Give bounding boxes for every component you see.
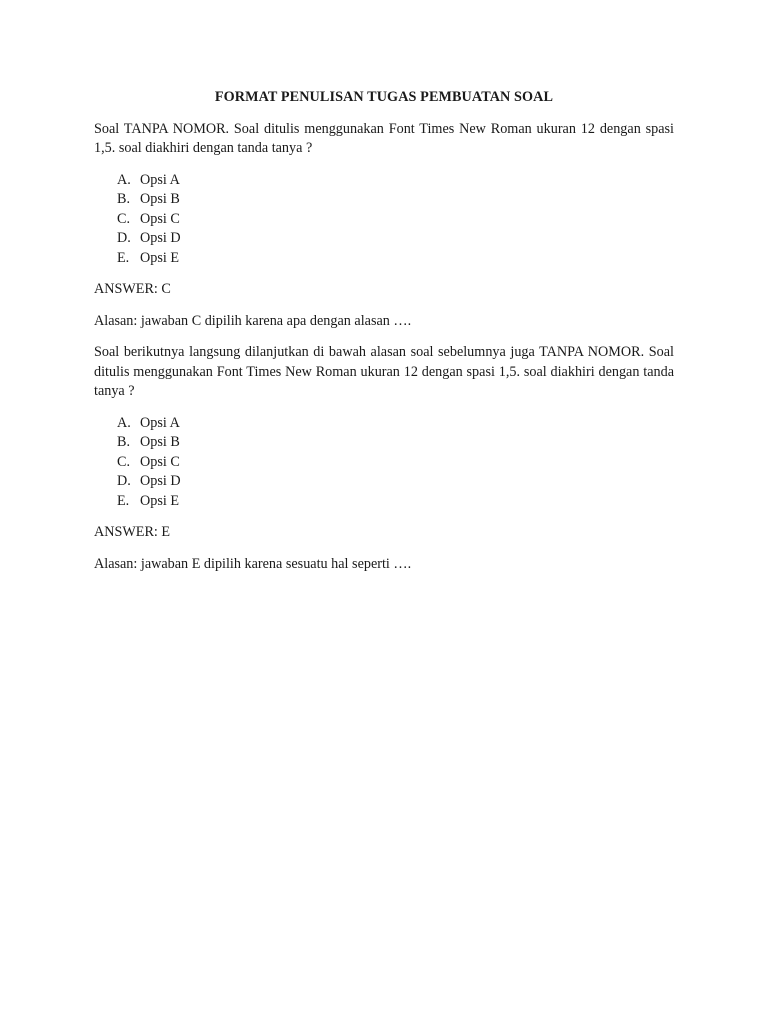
- option-text: Opsi A: [140, 171, 180, 188]
- reason-line: Alasan: jawaban E dipilih karena sesuatu hal seperti ….: [94, 555, 412, 572]
- option-text: Opsi C: [140, 210, 180, 227]
- question-text: Soal berikutnya langsung dilanjutkan di bawah alasan soal sebelumnya juga TANPA NOMOR. Soal ditulis menggunakan Font Times New Roman ukuran 12 dengan spasi 1,5. soal diakhiri dengan tanda tanya ?: [94, 344, 674, 399]
- option-list: [94, 171, 674, 269]
- option-letter: C.: [117, 210, 131, 227]
- option-item: [117, 249, 674, 269]
- option-text: Opsi A: [140, 414, 180, 431]
- option-letter: C.: [117, 453, 131, 470]
- option-letter: A.: [117, 171, 131, 188]
- option-letter: A.: [117, 414, 131, 431]
- option-item: [117, 171, 674, 191]
- option-text: Opsi C: [140, 453, 180, 470]
- option-text: Opsi D: [140, 473, 181, 489]
- question-block: [94, 343, 674, 574]
- reason-line: Alasan: jawaban C dipilih karena apa dengan alasan ….: [94, 312, 412, 329]
- option-letter: B.: [117, 434, 131, 450]
- question-text: Soal TANPA NOMOR. Soal ditulis menggunakan Font Times New Roman ukuran 12 dengan spasi 1,5. soal diakhiri dengan tanda tanya ?: [94, 120, 674, 156]
- option-text: Opsi B: [140, 191, 180, 207]
- option-list: [94, 414, 674, 512]
- option-item: [117, 190, 674, 210]
- option-letter: E.: [117, 249, 130, 266]
- answer-line: ANSWER: C: [94, 281, 171, 297]
- option-text: Opsi E: [140, 492, 180, 509]
- option-item: [117, 229, 674, 249]
- option-item: [117, 433, 674, 453]
- option-letter: D.: [117, 473, 131, 489]
- option-letter: D.: [117, 230, 131, 246]
- document-page: [94, 88, 674, 586]
- document-title: FORMAT PENULISAN TUGAS PEMBUATAN SOAL: [214, 89, 554, 105]
- question-block: [94, 120, 674, 332]
- option-text: Opsi B: [140, 434, 180, 450]
- option-item: [117, 472, 674, 492]
- answer-line: ANSWER: E: [94, 524, 171, 540]
- option-letter: B.: [117, 191, 131, 207]
- option-item: [117, 210, 674, 230]
- option-item: [117, 492, 674, 512]
- option-letter: E.: [117, 492, 130, 509]
- option-item: [117, 453, 674, 473]
- option-item: [117, 414, 674, 434]
- option-text: Opsi D: [140, 230, 181, 246]
- option-text: Opsi E: [140, 249, 180, 266]
